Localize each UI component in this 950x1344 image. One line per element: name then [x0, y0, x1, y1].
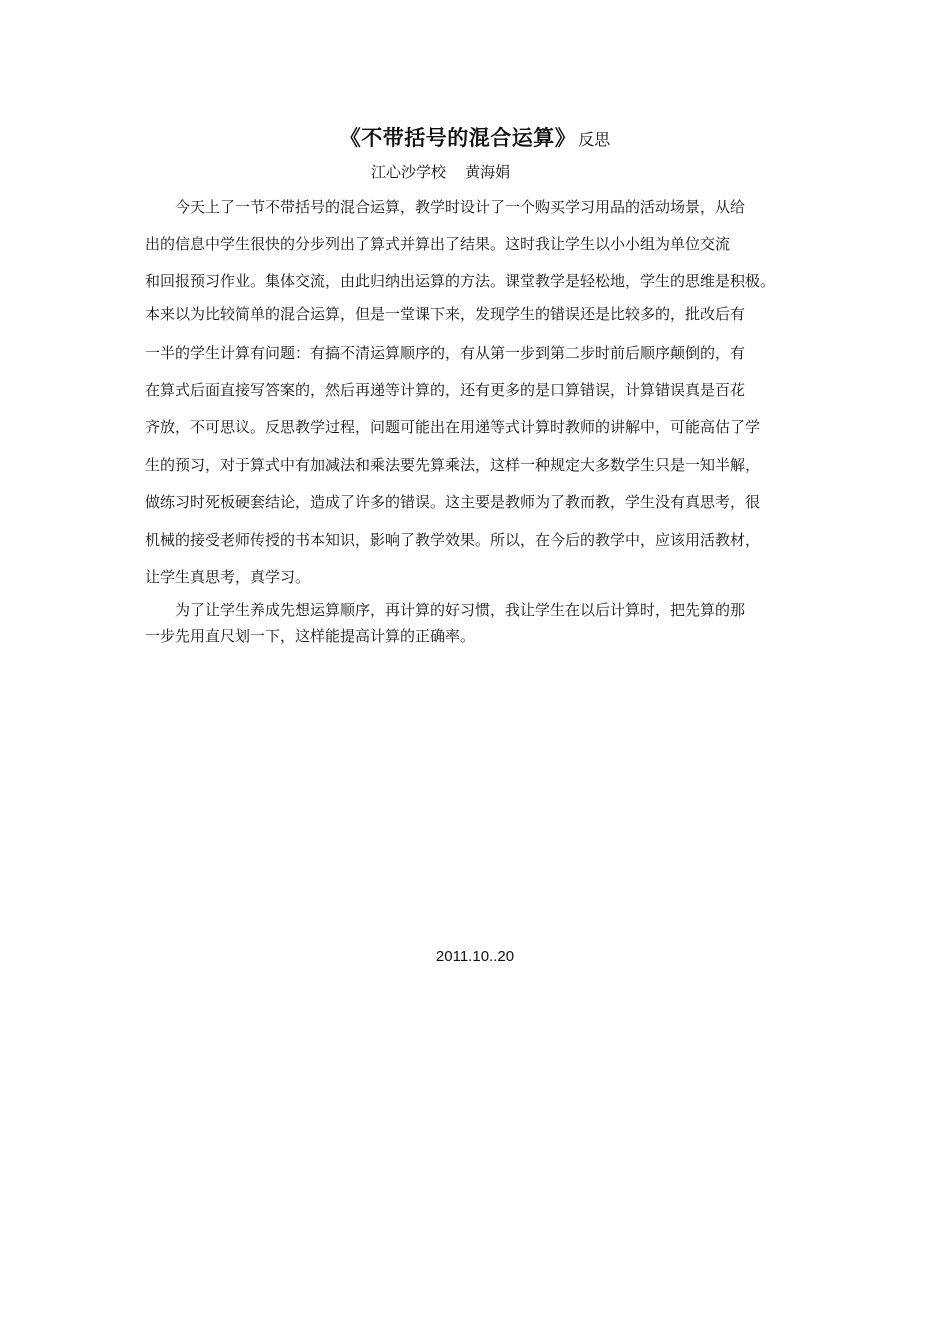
- paragraph-line: 做练习时死板硬套结论，造成了许多的错误。这主要是教师为了教而教，学生没有真思考，很: [145, 493, 761, 511]
- paragraph-line: 为了让学生养成先想运算顺序，再计算的好习惯，我让学生在以后计算时，把先算的那: [175, 601, 746, 619]
- paragraph-line: 和回报预习作业。集体交流，由此归纳出运算的方法。课堂教学是轻松地，学生的思维是积极。: [145, 272, 776, 290]
- paragraph-line: 今天上了一节不带括号的混合运算，教学时设计了一个购买学习用品的活动场景，从给: [175, 198, 746, 216]
- paragraph-line: 出的信息中学生很快的分步列出了算式并算出了结果。这时我让学生以小小组为单位交流: [145, 235, 731, 253]
- document-date: 2011.10..20: [435, 948, 515, 965]
- author-byline: 江心沙学校 黄海娟: [371, 163, 511, 181]
- paragraph-line: 在算式后面直接写答案的，然后再递等计算的，还有更多的是口算错误，计算错误真是百花: [145, 381, 746, 399]
- paragraph-line: 生的预习，对于算式中有加减法和乘法要先算乘法，这样一种规定大多数学生只是一知半解，: [145, 456, 761, 474]
- paragraph-line: 让学生真思考，真学习。: [145, 568, 311, 586]
- paragraph-line: 本来以为比较简单的混合运算，但是一堂课下来，发现学生的错误还是比较多的，批改后有: [145, 305, 746, 323]
- paragraph-line: 机械的接受老师传授的书本知识，影响了教学效果。所以，在今后的教学中，应该用活教材，: [145, 531, 761, 549]
- document-title-suffix: 反思: [578, 130, 611, 149]
- document-title-line: [0, 122, 950, 152]
- document-title: 《不带括号的混合运算》: [339, 126, 577, 150]
- paragraph-line: 一步先用直尺划一下，这样能提高计算的正确率。: [145, 627, 476, 645]
- paragraph-line: 一半的学生计算有问题：有搞不清运算顺序的，有从第一步到第二步时前后顺序颠倒的，有: [145, 344, 746, 362]
- paragraph-line: 齐放，不可思议。反思教学过程，问题可能出在用递等式计算时教师的讲解中，可能高估了学: [145, 418, 761, 436]
